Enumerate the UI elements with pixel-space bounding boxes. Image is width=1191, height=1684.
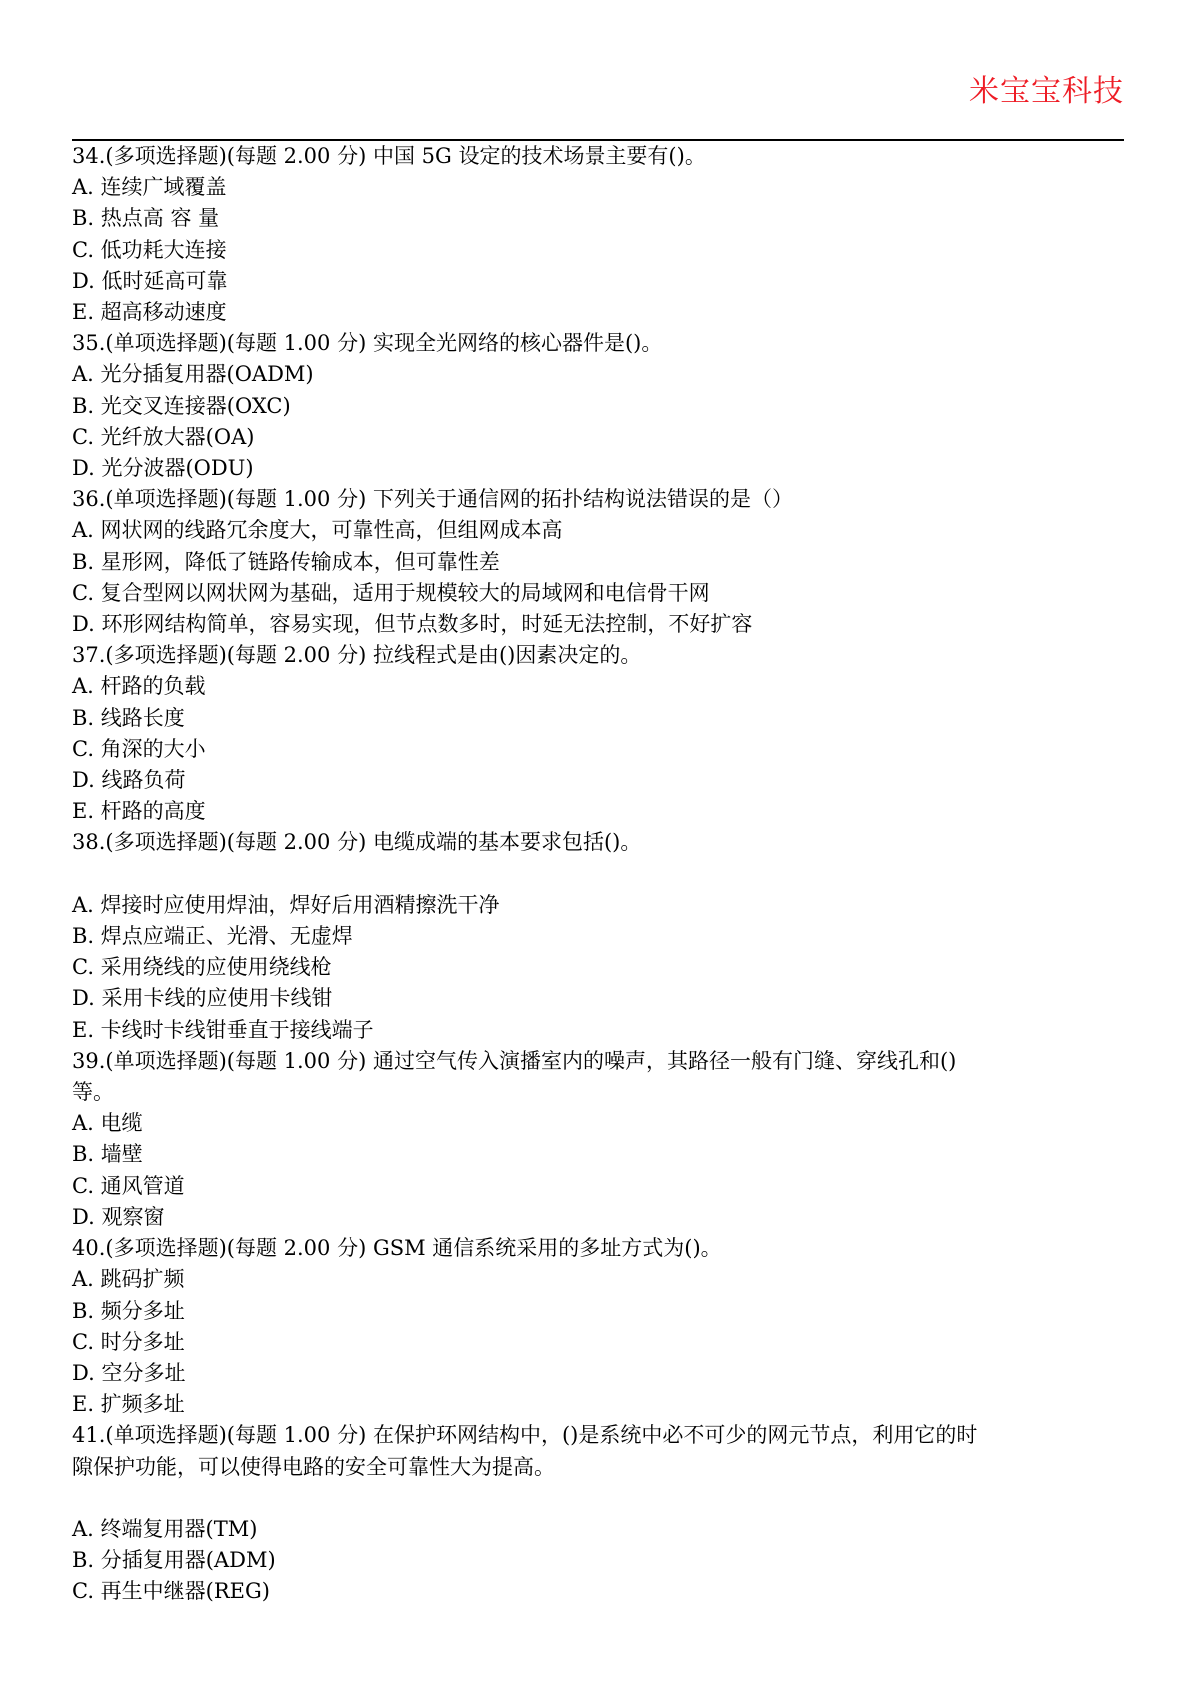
option-a: A. 跳码扩频 — [72, 1267, 185, 1292]
question-title: 34.(多项选择题)(每题 2.00 分) 中国 5G 设定的技术场景主要有()。 — [72, 144, 706, 168]
option-e: E. 扩频多址 — [72, 1392, 185, 1417]
option-b: B. 光交叉连接器(OXC) — [72, 393, 291, 418]
option-d: D. 观察窗 — [72, 1204, 165, 1229]
question-title: 35.(单项选择题)(每题 1.00 分) 实现全光网络的核心器件是()。 — [72, 331, 663, 356]
option-a: A. 终端复用器(TM) — [72, 1516, 258, 1541]
question-title-continued: 等。 — [72, 1080, 114, 1105]
blank-line — [72, 1483, 1124, 1514]
option-c: C. 通风管道 — [72, 1173, 185, 1198]
option-a: A. 杆路的负载 — [72, 674, 206, 699]
option-d: D. 线路负荷 — [72, 768, 186, 793]
option-c: C. 时分多址 — [72, 1329, 185, 1354]
option-b: B. 焊点应端正、光滑、无虚焊 — [72, 924, 353, 949]
question-title: 37.(多项选择题)(每题 2.00 分) 拉线程式是由()因素决定的。 — [72, 643, 642, 668]
option-d: D. 光分波器(ODU) — [72, 456, 254, 481]
blank-line — [72, 859, 1124, 890]
option-a: A. 焊接时应使用焊油，焊好后用酒精擦洗干净 — [72, 892, 500, 917]
option-b: B. 星形网，降低了链路传输成本，但可靠性差 — [72, 549, 500, 574]
question-title: 40.(多项选择题)(每题 2.00 分) GSM 通信系统采用的多址方式为()。 — [72, 1236, 722, 1261]
option-e: E. 超高移动速度 — [72, 300, 227, 325]
option-b: B. 频分多址 — [72, 1298, 185, 1323]
option-a: A. 光分插复用器(OADM) — [72, 362, 314, 387]
question-title: 41.(单项选择题)(每题 1.00 分) 在保护环网结构中，()是系统中必不可少的网元节点，利用它的时 — [72, 1423, 978, 1448]
question-list — [72, 141, 1124, 1608]
question-title: 38.(多项选择题)(每题 2.00 分) 电缆成端的基本要求包括()。 — [72, 830, 642, 855]
option-c: C. 再生中继器(REG) — [72, 1579, 270, 1604]
option-d: D. 低时延高可靠 — [72, 268, 228, 293]
option-d: D. 采用卡线的应使用卡线钳 — [72, 986, 333, 1011]
option-b: B. 热点高 容 量 — [72, 206, 220, 231]
option-d: D. 环形网结构简单，容易实现，但节点数多时，时延无法控制，不好扩容 — [72, 612, 753, 637]
option-e: E. 杆路的高度 — [72, 799, 206, 824]
option-b: B. 分插复用器(ADM) — [72, 1548, 276, 1573]
option-a: A. 连续广域覆盖 — [72, 175, 227, 200]
option-a: A. 网状网的线路冗余度大，可靠性高，但组网成本高 — [72, 518, 563, 543]
brand-watermark: 米宝宝科技 — [969, 74, 1124, 109]
question-title: 36.(单项选择题)(每题 1.00 分) 下列关于通信网的拓扑结构说法错误的是（） — [72, 487, 793, 512]
question-title-continued: 隙保护功能，可以使得电路的安全可靠性大为提高。 — [72, 1454, 555, 1479]
option-e: E. 卡线时卡线钳垂直于接线端子 — [72, 1017, 374, 1042]
option-c: C. 光纤放大器(OA) — [72, 424, 255, 449]
option-c: C. 角深的大小 — [72, 736, 206, 761]
option-b: B. 线路长度 — [72, 705, 185, 730]
option-d: D. 空分多址 — [72, 1360, 186, 1385]
option-a: A. 电缆 — [72, 1111, 143, 1136]
option-b: B. 墙壁 — [72, 1142, 143, 1167]
option-c: C. 复合型网以网状网为基础，适用于规模较大的局域网和电信骨干网 — [72, 580, 710, 605]
option-c: C. 低功耗大连接 — [72, 237, 227, 262]
question-title: 39.(单项选择题)(每题 1.00 分) 通过空气传入演播室内的噪声，其路径一般有门缝、穿线孔和() — [72, 1048, 957, 1073]
option-c: C. 采用绕线的应使用绕线枪 — [72, 955, 332, 980]
